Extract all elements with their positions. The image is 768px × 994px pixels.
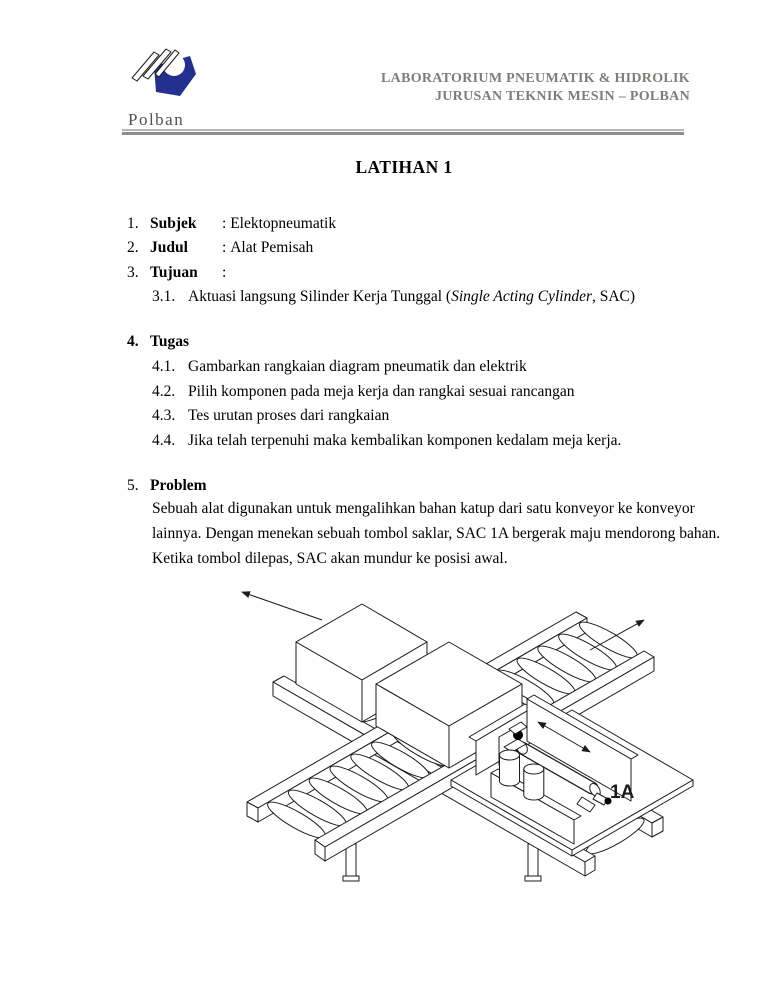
cylinder-label: 1A [610, 782, 635, 803]
conveyor-diagram [182, 586, 702, 892]
paragraph-line: Ketika tombol dilepas, SAC akan mundur ke posisi awal. [152, 550, 508, 567]
divider-line-bottom [122, 132, 684, 135]
section-label: Problem [150, 477, 207, 494]
item-separator: : [222, 239, 227, 256]
list-item-judul [127, 238, 313, 258]
section-number: 5. [127, 477, 139, 494]
text-post: , SAC) [591, 288, 636, 305]
conveyor-legs [343, 844, 541, 881]
item-text [188, 287, 635, 307]
item-label: Judul [150, 239, 188, 256]
section-label: Tugas [150, 333, 190, 350]
item-number: 4.3. [152, 407, 176, 424]
item-number: 2. [127, 239, 139, 256]
item-number: 4.2. [152, 383, 176, 400]
letterhead-line-1: LABORATORIUM PNEUMATIK & HIDROLIK [381, 71, 690, 86]
item-separator: : [222, 215, 227, 232]
page-title: LATIHAN 1 [355, 157, 453, 177]
text-italic: Single Acting Cylinder [451, 288, 592, 305]
logo-caption: Polban [128, 110, 185, 129]
item-value: Alat Pemisah [230, 239, 314, 256]
letterhead-line-2: JURUSAN TEKNIK MESIN – POLBAN [434, 89, 690, 104]
list-item-tugas-4-1 [152, 357, 527, 377]
direction-arrow-left [242, 592, 322, 620]
paragraph-line: Sebuah alat digunakan untuk mengalihkan bahan katup dari satu konveyor ke konveyor [152, 500, 695, 517]
item-number: 3. [127, 264, 139, 281]
list-item-tugas-4-2 [152, 382, 575, 402]
section-number: 4. [127, 333, 139, 350]
text-pre: Aktuasi langsung Silinder Kerja Tunggal ( [188, 288, 452, 305]
problem-paragraph [152, 496, 721, 571]
item-number: 4.4. [152, 432, 176, 449]
letterhead [250, 70, 690, 106]
header-divider [122, 129, 684, 135]
item-number: 4.1. [152, 358, 176, 375]
item-number: 3.1. [152, 288, 176, 305]
item-label: Tujuan [150, 264, 198, 281]
section-tugas [127, 332, 222, 352]
isometric-figure [182, 586, 702, 892]
paragraph-line: lainnya. Dengan menekan sebuah tombol saklar, SAC 1A bergerak maju mendorong bahan. [152, 525, 721, 542]
item-number: 1. [127, 215, 139, 232]
list-item-tujuan-3-1 [152, 287, 635, 307]
list-item-tujuan [127, 263, 226, 283]
item-separator: : [222, 264, 227, 281]
item-label: Subjek [150, 215, 197, 232]
item-text: Jika telah terpenuhi maka kembalikan komponen kedalam meja kerja. [188, 432, 622, 449]
item-text: Gambarkan rangkaian diagram pneumatik dan elektrik [188, 358, 527, 375]
item-text: Tes urutan proses dari rangkaian [188, 407, 390, 424]
polban-logo-mark [126, 36, 204, 104]
list-item-subjek [127, 214, 336, 234]
list-item-tugas-4-3 [152, 406, 389, 426]
item-text: Pilih komponen pada meja kerja dan rangkai sesuai rancangan [188, 383, 575, 400]
polban-logo [126, 36, 216, 130]
section-problem [127, 476, 222, 496]
list-item-tugas-4-4 [152, 431, 621, 451]
item-value: Elektopneumatik [230, 215, 337, 232]
